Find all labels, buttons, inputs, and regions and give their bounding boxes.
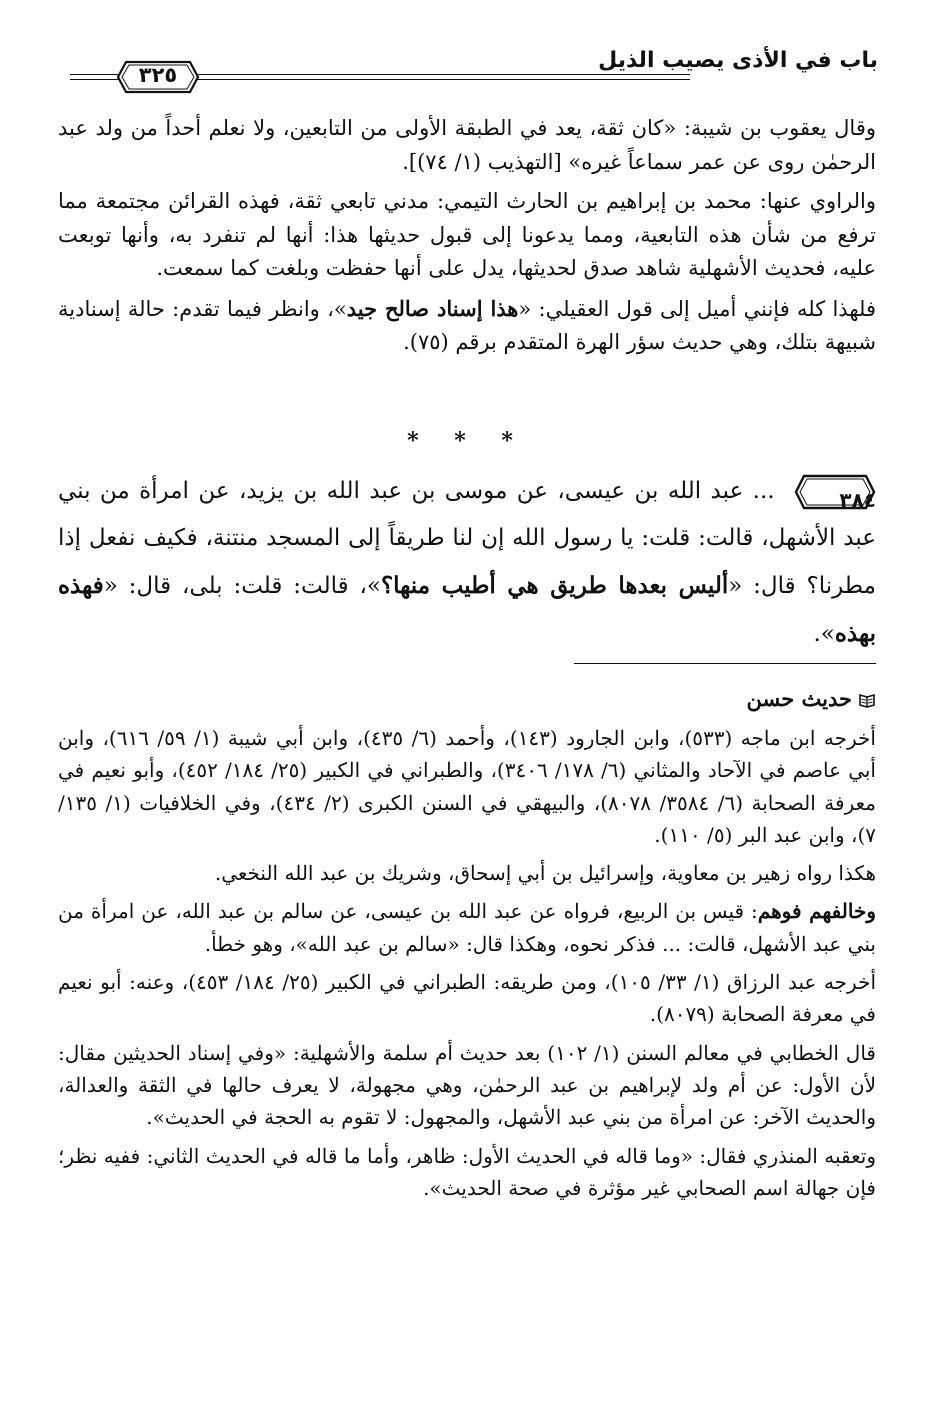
paragraph: والراوي عنها: محمد بن إبراهيم بن الحارث التيمي: مدني تابعي ثقة، فهذه القرائن مجتمعة مما ترفع من شأن هذه التابعية، ومما يدعونا إلى قبول حديثها هذا: أنها لم تنفرد به، وأنها توبعت عليه، فحديث الأشهلية شاهد صدق لحديثها، يدل على أنها حفظت وبلغت كما سمعت. — [58, 189, 876, 280]
page-number: ٣٢٥ — [138, 63, 178, 87]
book-icon — [858, 691, 876, 709]
hadith-number-badge — [794, 474, 876, 510]
header-rule-stub — [70, 74, 114, 75]
hadith-number: ٣٨٤ — [839, 488, 876, 512]
footnote-separator — [574, 663, 876, 664]
paragraph: قال الخطابي في معالم السنن (١/ ١٠٢) بعد حديث أم سلمة والأشهلية: «وفي إسناد الحديثين مقال: لأن الأول: عن أم ولد لإبراهيم بن عبد الرحمٰن، وهي مجهولة، لا يعرف حالها في الثقة والعدالة، والحديث الآخر: عن امرأة من بني عبد الأشهل، والمجهول: لا تقوم به الحجة في الحديث». — [58, 1040, 876, 1130]
chapter-title: باب في الأذى يصيب الذيل — [598, 48, 878, 73]
paragraph: وتعقبه المنذري فقال: «وما قاله في الحديث الأول: ظاهر، وأما ما قاله في الحديث الثاني: ففيه نظر؛ فإن جهالة اسم الصحابي غير مؤثرة في صحة الحديث». — [58, 1143, 876, 1200]
text-span: »، وانظر فيما تقدم: حالة إسنادية شبيهة بتلك، وهي حديث سؤر الهرة المتقدم برقم (٧٥). — [58, 296, 876, 354]
page-header — [70, 40, 878, 100]
page-number-badge — [116, 60, 200, 94]
prophet-saying: فهذه بهذه — [58, 572, 876, 647]
header-rule-stub — [70, 79, 114, 80]
prophet-saying: أليس بعدها طريق هي أطيب منها؟ — [380, 572, 729, 599]
bold-lead: وخالفهم فوهم — [757, 899, 876, 924]
hadith-grade — [747, 686, 876, 711]
paragraph — [58, 895, 876, 960]
hadith-text — [58, 468, 876, 658]
section-divider-stars: * * * — [407, 428, 527, 454]
text-span: فلهذا كله فإنني أميل إلى قول العقيلي: « — [518, 296, 876, 321]
intro-text — [58, 112, 876, 366]
grade-label: حديث حسن — [746, 686, 852, 711]
hadith-text-span: »، قالت: قلت: بلى، قال: « — [103, 573, 381, 599]
paragraph: هكذا رواه زهير بن معاوية، وإسرائيل بن أبي إسحاق، وشريك بن عبد الله النخعي. — [214, 861, 876, 886]
paragraph: أخرجه عبد الرزاق (١/ ٣٣/ ١٠٥)، ومن طريقه: الطبراني في الكبير (٢٥/ ١٨٤/ ٤٥٣)، وعنه: أبو نعيم في معرفة الصحابة (٨٠٧٩). — [58, 970, 876, 1027]
hadith-text-span: ... عبد الله بن عيسى، عن موسى بن عبد الله بن يزيد، عن امرأة من بني عبد الأشهل، قالت: قلت: يا رسول الله إن لنا طريقاً إلى المسجد منتنة، فكيف نفعل إذا مطرنا؟ قال: « — [58, 478, 876, 599]
takhrij-notes — [58, 722, 876, 1210]
paragraph: أخرجه ابن ماجه (٥٣٣)، وابن الجارود (١٤٣)، وأحمد (٦/ ٤٣٥)، وابن أبي شيبة (١/ ٥٩/ ٦١٦)، وابن أبي عاصم في الآحاد والمثاني (٦/ ١٧٨/ ٣٤٠٦)، والطبراني في الكبير (٢٥/ ١٨٤/ ٤٥٢)، وأبو نعيم في معرفة الصحابة (٦/ ٣٥٨٤/ ٨٠٧٨)، والبيهقي في السنن الكبرى (٢/ ٤٣٤)، وفي الخلافيات (١/ ١٣٥/ ٧)، وابن عبد البر (٥/ ١١٠). — [58, 726, 876, 847]
hadith-text-span: ». — [813, 621, 835, 647]
text-span: : قيس بن الربيع، فرواه عن عبد الله بن عيسى، عن سالم بن عبد الله، عن امرأة من بني عبد الأشهل، قالت: ... فذكر نحوه، وهكذا قال: «سالم بن عبد الله»، وهو خطأ. — [58, 899, 876, 956]
paragraph: وقال يعقوب بن شيبة: «كان ثقة، يعد في الطبقة الأولى من التابعين، ولا نعلم أحداً من ولد عبد الرحمٰن روى عن عمر سماعاً غيره» [التهذيب (١/ ٧٤)]. — [58, 116, 876, 174]
conclusion-paragraph — [58, 292, 876, 360]
bold-quote: هذا إسناد صالح جيد — [346, 295, 519, 321]
